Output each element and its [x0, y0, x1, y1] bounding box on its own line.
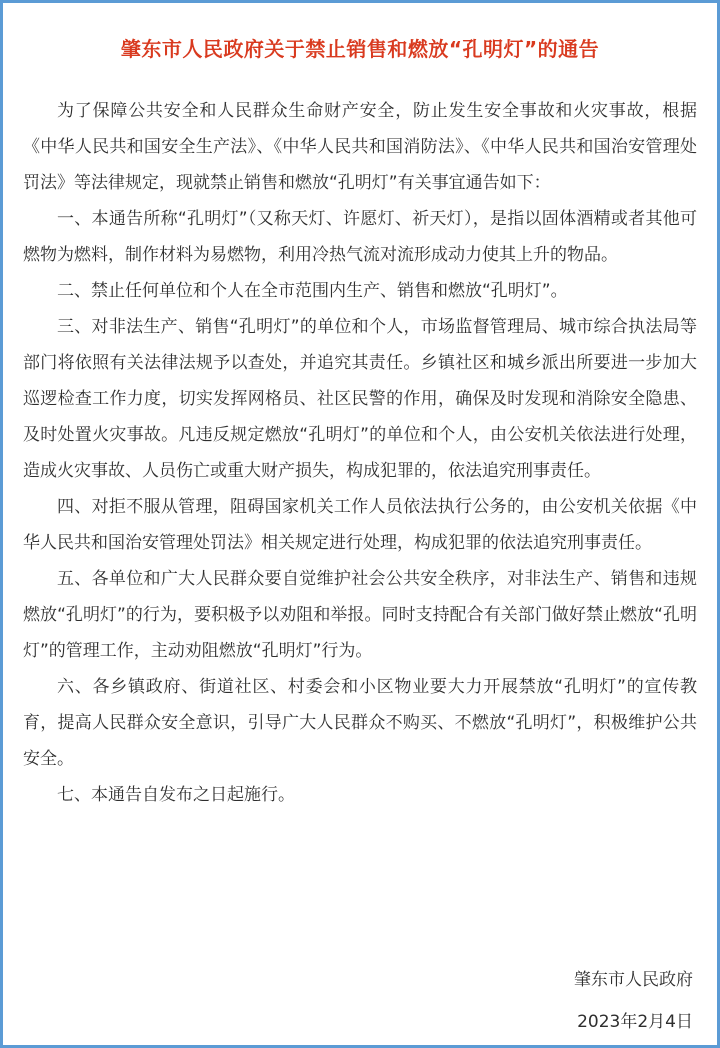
document-body — [23, 93, 697, 813]
issuer-name: 肇东市人民政府 — [574, 970, 693, 990]
clause-2-paragraph: 二、禁止任何单位和个人在全市范围内生产、销售和燃放“孔明灯”。 — [57, 281, 568, 301]
document-title: 肇东市人民政府关于禁止销售和燃放“孔明灯”的通告 — [120, 37, 600, 61]
issue-date: 2023年2月4日 — [577, 1012, 693, 1032]
clause-6-paragraph: 六、各乡镇政府、街道社区、村委会和小区物业要大力开展禁放“孔明灯”的宣传教育，提高人民群众安全意识，引导广大人民群众不购买、不燃放“孔明灯”，积极维护公共安全。 — [23, 677, 697, 769]
clause-3-paragraph: 三、对非法生产、销售“孔明灯”的单位和个人，市场监督管理局、城市综合执法局等部门将依照有关法律法规予以查处，并追究其责任。乡镇社区和城乡派出所要进一步加大巡逻检查工作力度，切实发挥网格员、社区民警的作用，确保及时发现和消除安全隐患、及时处置火灾事故。凡违反规定燃放“孔明灯”的单位和个人，由公安机关依法进行处理，造成火灾事故、人员伤亡或重大财产损失，构成犯罪的，依法追究刑事责任。 — [23, 317, 697, 481]
intro-paragraph: 为了保障公共安全和人民群众生命财产安全，防止发生安全事故和火灾事故，根据《中华人民共和国安全生产法》、《中华人民共和国消防法》、《中华人民共和国治安管理处罚法》等法律规定，现就禁止销售和燃放“孔明灯”有关事宜通告如下： — [23, 101, 697, 193]
clause-5-paragraph: 五、各单位和广大人民群众要自觉维护社会公共安全秩序，对非法生产、销售和违规燃放“孔明灯”的行为，要积极予以劝阻和举报。同时支持配合有关部门做好禁止燃放“孔明灯”的管理工作，主动劝阻燃放“孔明灯”行为。 — [23, 569, 697, 661]
clause-7-paragraph: 七、本通告自发布之日起施行。 — [57, 785, 295, 805]
signature-block — [574, 959, 693, 1043]
clause-1-paragraph: 一、本通告所称“孔明灯”（又称天灯、许愿灯、祈天灯），是指以固体酒精或者其他可燃物为燃料，制作材料为易燃物，利用冷热气流对流形成动力使其上升的物品。 — [23, 209, 697, 265]
clause-4-paragraph: 四、对拒不服从管理，阻碍国家机关工作人员依法执行公务的，由公安机关依据《中华人民共和国治安管理处罚法》相关规定进行处理，构成犯罪的依法追究刑事责任。 — [23, 497, 697, 553]
